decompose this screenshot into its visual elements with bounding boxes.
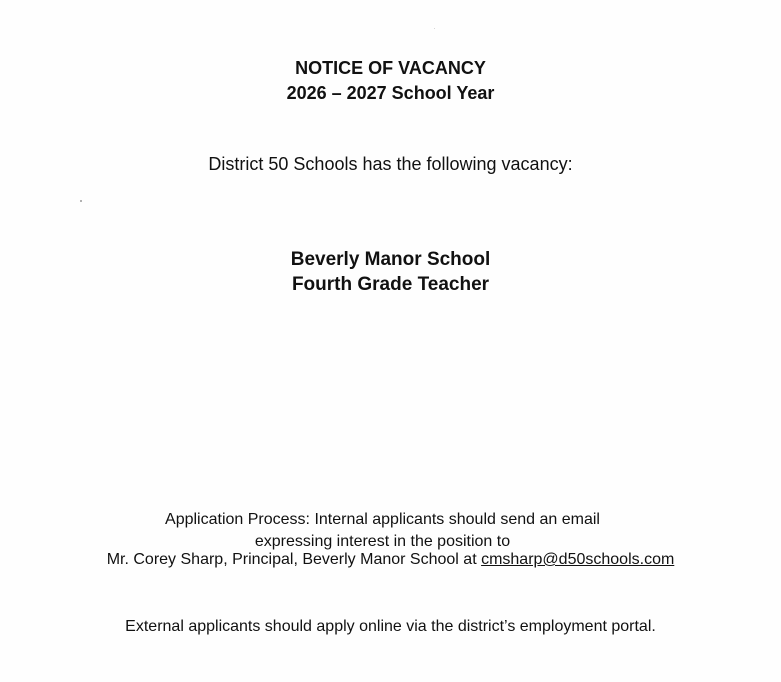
application-line-3 <box>0 551 781 569</box>
notice-title: NOTICE OF VACANCY <box>295 58 486 78</box>
school-year: 2026 – 2027 School Year <box>286 83 495 103</box>
external-applicants-note: External applicants should apply online via the district’s employment portal. <box>125 618 656 635</box>
school-name: Beverly Manor School <box>290 249 491 270</box>
contact-text: Mr. Corey Sharp, Principal, Beverly Manor School at <box>106 551 482 568</box>
scan-speck <box>80 200 82 202</box>
application-line-2: expressing interest in the position to <box>254 533 511 550</box>
vacancy-intro: District 50 Schools has the following vacancy: <box>208 154 573 174</box>
position-title: Fourth Grade Teacher <box>291 274 490 295</box>
email-link[interactable]: cmsharp@d50schools.com <box>481 551 675 568</box>
application-line-1: Application Process: Internal applicants should send an email <box>165 511 600 528</box>
scan-speck <box>434 28 435 29</box>
